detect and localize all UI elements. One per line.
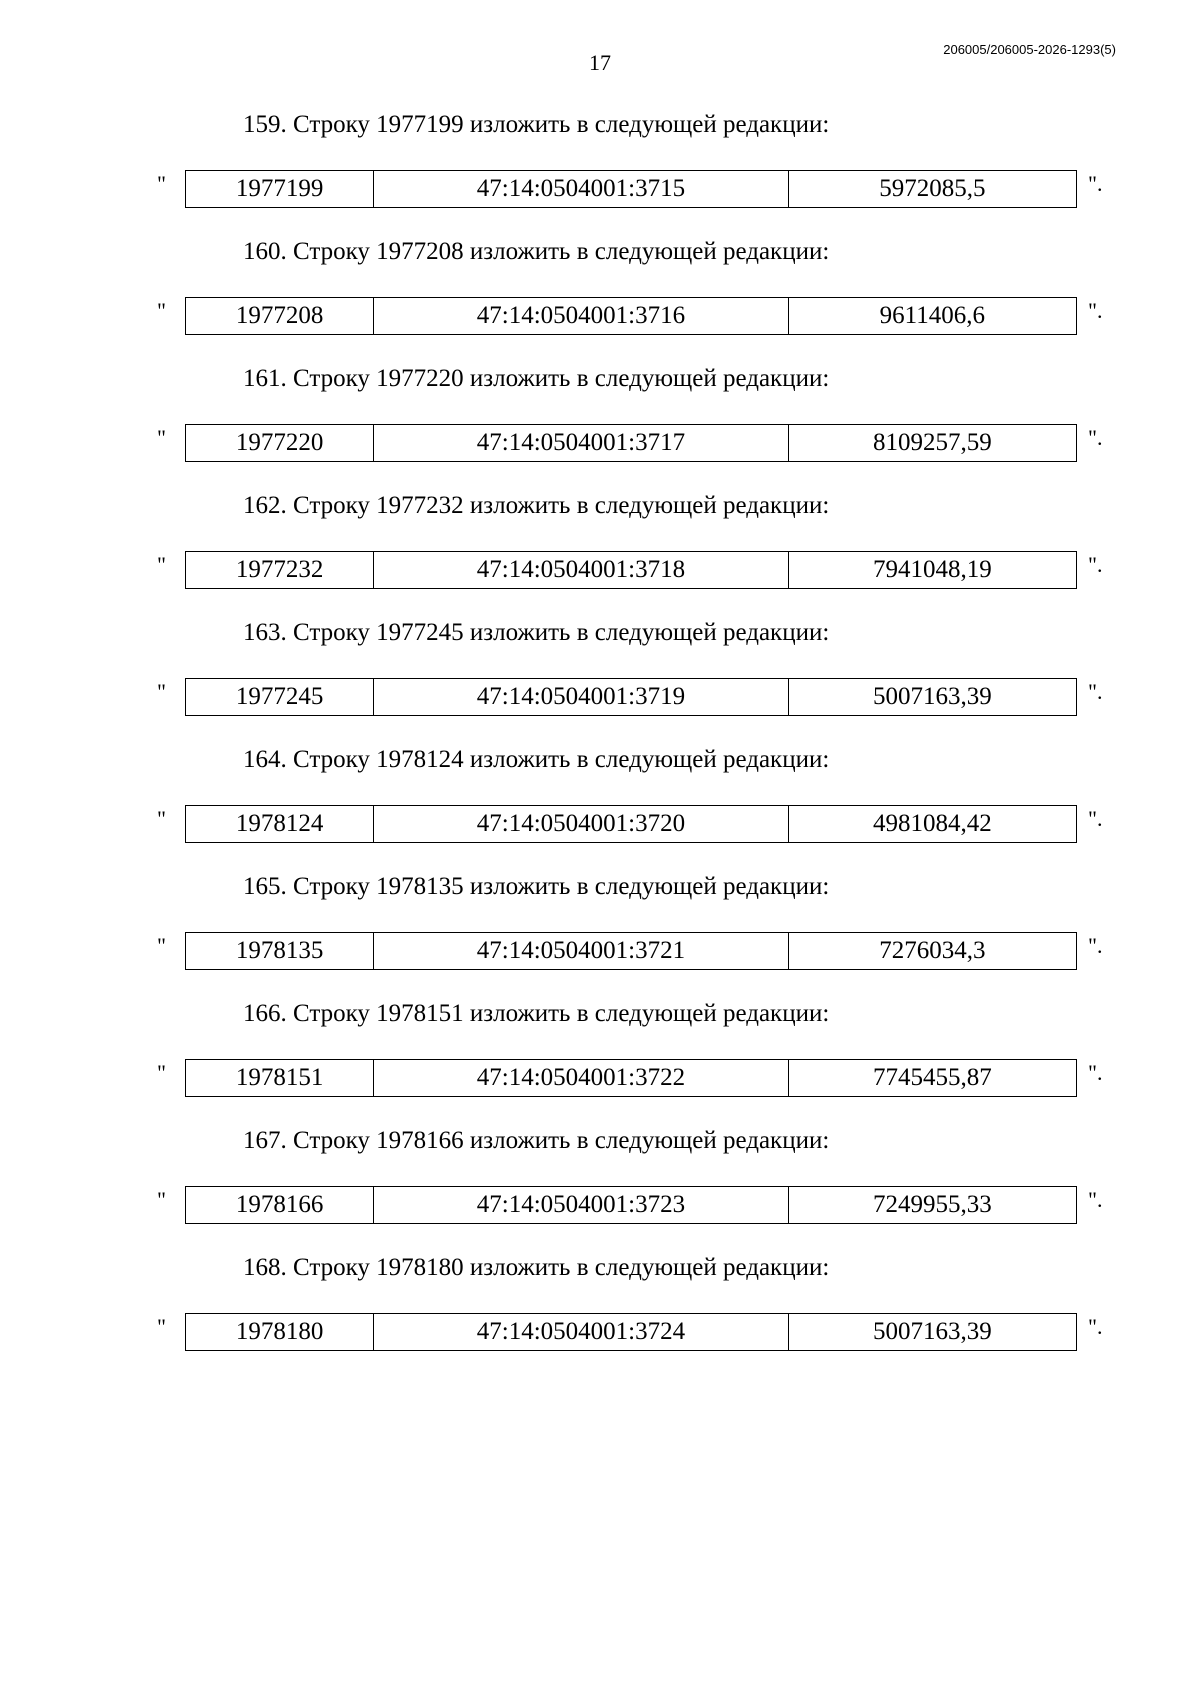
row-number-cell: 1978151	[186, 1060, 374, 1097]
closing-quote: ".	[1088, 298, 1103, 323]
replacement-row-table	[185, 805, 1077, 843]
value-cell: 7276034,3	[788, 933, 1076, 970]
value-cell: 5007163,39	[788, 1314, 1076, 1351]
replacement-row-table	[185, 424, 1077, 462]
amendment-instruction: 162. Строку 1977232 изложить в следующей редакции:	[243, 492, 830, 519]
value-cell: 9611406,6	[788, 298, 1076, 335]
row-number-cell: 1977199	[186, 171, 374, 208]
cadastral-number-cell: 47:14:0504001:3724	[374, 1314, 788, 1351]
amendment-instruction: 166. Строку 1978151 изложить в следующей редакции:	[243, 1000, 830, 1027]
value-cell: 4981084,42	[788, 806, 1076, 843]
replacement-row-table	[185, 1313, 1077, 1351]
closing-quote: ".	[1088, 1060, 1103, 1085]
cadastral-number-cell: 47:14:0504001:3717	[374, 425, 788, 462]
amendment-instruction: 167. Строку 1978166 изложить в следующей редакции:	[243, 1127, 830, 1154]
table-row	[186, 679, 1077, 716]
replacement-row-table	[185, 678, 1077, 716]
table-row	[186, 1314, 1077, 1351]
amendment-entry	[0, 1253, 1200, 1391]
closing-quote: ".	[1088, 933, 1103, 958]
amendment-instruction: 160. Строку 1977208 изложить в следующей редакции:	[243, 238, 830, 265]
value-cell: 7745455,87	[788, 1060, 1076, 1097]
amendment-instruction: 165. Строку 1978135 изложить в следующей редакции:	[243, 873, 830, 900]
row-number-cell: 1977232	[186, 552, 374, 589]
table-row	[186, 806, 1077, 843]
document-code: 206005/206005-2026-1293(5)	[943, 42, 1116, 57]
closing-quote: ".	[1088, 425, 1103, 450]
amendment-entry	[0, 237, 1200, 375]
opening-quote: "	[157, 933, 166, 958]
cadastral-number-cell: 47:14:0504001:3716	[374, 298, 788, 335]
opening-quote: "	[157, 1060, 166, 1085]
amendment-instruction: 168. Строку 1978180 изложить в следующей редакции:	[243, 1254, 830, 1281]
opening-quote: "	[157, 298, 166, 323]
amendment-entry	[0, 110, 1200, 248]
opening-quote: "	[157, 171, 166, 196]
value-cell: 7249955,33	[788, 1187, 1076, 1224]
table-row	[186, 933, 1077, 970]
cadastral-number-cell: 47:14:0504001:3715	[374, 171, 788, 208]
replacement-row-table	[185, 1186, 1077, 1224]
replacement-row-table	[185, 297, 1077, 335]
amendment-instruction: 163. Строку 1977245 изложить в следующей редакции:	[243, 619, 830, 646]
row-number-cell: 1977220	[186, 425, 374, 462]
replacement-row-table	[185, 170, 1077, 208]
table-row	[186, 1187, 1077, 1224]
amendment-entry	[0, 999, 1200, 1137]
row-number-cell: 1977245	[186, 679, 374, 716]
cadastral-number-cell: 47:14:0504001:3722	[374, 1060, 788, 1097]
opening-quote: "	[157, 1314, 166, 1339]
closing-quote: ".	[1088, 679, 1103, 704]
value-cell: 5007163,39	[788, 679, 1076, 716]
row-number-cell: 1978166	[186, 1187, 374, 1224]
replacement-row-table	[185, 932, 1077, 970]
opening-quote: "	[157, 425, 166, 450]
amendment-instruction: 161. Строку 1977220 изложить в следующей редакции:	[243, 365, 830, 392]
amendment-entry	[0, 1126, 1200, 1264]
table-row	[186, 171, 1077, 208]
table-row	[186, 552, 1077, 589]
amendment-entry	[0, 872, 1200, 1010]
replacement-row-table	[185, 1059, 1077, 1097]
cadastral-number-cell: 47:14:0504001:3723	[374, 1187, 788, 1224]
row-number-cell: 1978180	[186, 1314, 374, 1351]
table-row	[186, 1060, 1077, 1097]
closing-quote: ".	[1088, 1187, 1103, 1212]
table-row	[186, 425, 1077, 462]
page-number: 17	[589, 50, 611, 75]
closing-quote: ".	[1088, 806, 1103, 831]
opening-quote: "	[157, 552, 166, 577]
closing-quote: ".	[1088, 552, 1103, 577]
value-cell: 8109257,59	[788, 425, 1076, 462]
table-row	[186, 298, 1077, 335]
amendment-entry	[0, 491, 1200, 629]
opening-quote: "	[157, 806, 166, 831]
row-number-cell: 1978135	[186, 933, 374, 970]
closing-quote: ".	[1088, 171, 1103, 196]
value-cell: 7941048,19	[788, 552, 1076, 589]
cadastral-number-cell: 47:14:0504001:3718	[374, 552, 788, 589]
opening-quote: "	[157, 1187, 166, 1212]
amendment-entry	[0, 618, 1200, 756]
amendment-entry	[0, 745, 1200, 883]
amendment-instruction: 164. Строку 1978124 изложить в следующей редакции:	[243, 746, 830, 773]
value-cell: 5972085,5	[788, 171, 1076, 208]
opening-quote: "	[157, 679, 166, 704]
cadastral-number-cell: 47:14:0504001:3720	[374, 806, 788, 843]
cadastral-number-cell: 47:14:0504001:3719	[374, 679, 788, 716]
replacement-row-table	[185, 551, 1077, 589]
amendment-entry	[0, 364, 1200, 502]
cadastral-number-cell: 47:14:0504001:3721	[374, 933, 788, 970]
closing-quote: ".	[1088, 1314, 1103, 1339]
row-number-cell: 1978124	[186, 806, 374, 843]
amendment-instruction: 159. Строку 1977199 изложить в следующей редакции:	[243, 111, 830, 138]
row-number-cell: 1977208	[186, 298, 374, 335]
